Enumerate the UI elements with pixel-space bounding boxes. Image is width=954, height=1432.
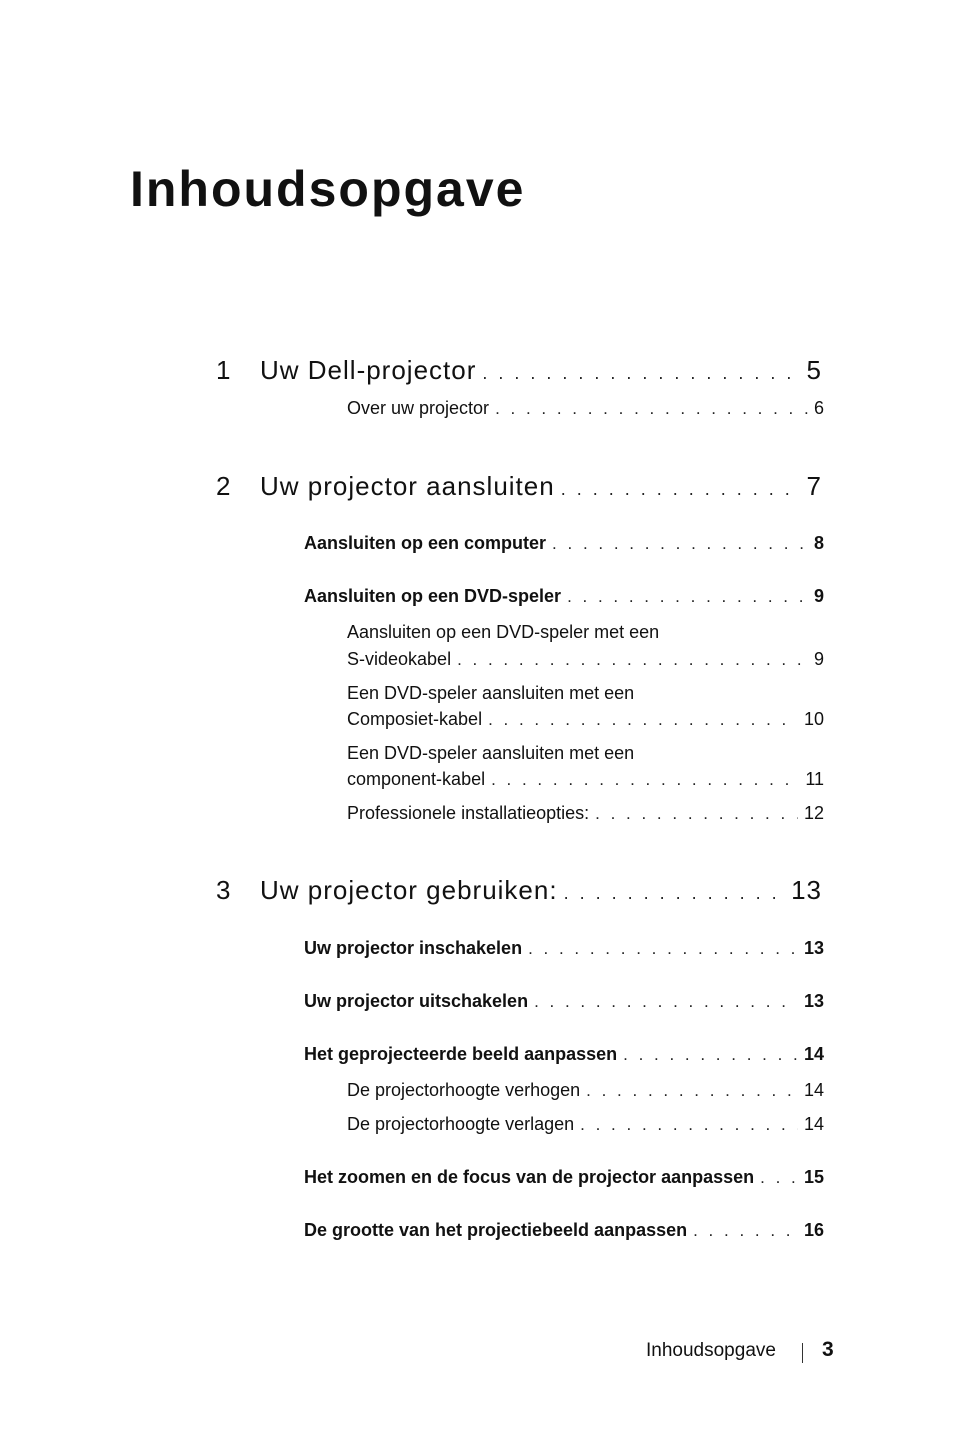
toc-chapter[interactable] — [216, 471, 822, 502]
page-number: 14 — [803, 1044, 824, 1064]
toc-subsection[interactable] — [347, 398, 824, 419]
footer-label: Inhoudsopgave — [646, 1340, 776, 1361]
entry-title: Aansluiten op een computer — [304, 533, 547, 553]
leader-dots — [564, 883, 786, 904]
entry-title: De projectorhoogte verlagen — [347, 1114, 575, 1134]
toc-subsection[interactable] — [347, 769, 824, 790]
leader-dots — [760, 1168, 798, 1188]
page-number: 16 — [803, 1220, 824, 1240]
entry-title: Over uw projector — [347, 398, 490, 418]
page-number: 11 — [805, 769, 824, 789]
toc-section[interactable] — [304, 1044, 824, 1065]
page-number: 7 — [806, 471, 822, 501]
chapter-number: 3 — [216, 875, 232, 905]
leader-dots — [586, 1081, 798, 1101]
footer-divider — [802, 1343, 803, 1363]
leader-dots — [693, 1221, 798, 1241]
leader-dots — [580, 1115, 798, 1135]
toc-section[interactable] — [304, 938, 824, 959]
chapter-title: Uw projector aansluiten — [260, 471, 555, 501]
page-number: 9 — [813, 649, 824, 669]
toc-subsection[interactable] — [347, 1080, 824, 1101]
chapter-number: 2 — [216, 471, 232, 501]
entry-title-line2: component-kabel — [347, 769, 486, 789]
toc-chapter[interactable] — [216, 875, 822, 906]
toc-section[interactable] — [304, 991, 824, 1012]
entry-title: Aansluiten op een DVD-speler — [304, 586, 562, 606]
page-number: 14 — [803, 1080, 824, 1100]
leader-dots — [623, 1045, 798, 1065]
entry-title-line1: Aansluiten op een DVD-speler met een — [347, 622, 660, 642]
leader-dots — [482, 363, 800, 384]
leader-dots — [552, 534, 808, 554]
leader-dots — [491, 770, 799, 790]
entry-title: Uw projector inschakelen — [304, 938, 523, 958]
entry-title: De projectorhoogte verhogen — [347, 1080, 581, 1100]
leader-dots — [528, 939, 798, 959]
page-number: 8 — [813, 533, 824, 553]
footer-page-number: 3 — [822, 1338, 834, 1361]
toc-section[interactable] — [304, 1220, 824, 1241]
chapter-title: Uw projector gebruiken: — [260, 875, 558, 905]
toc-subsection[interactable] — [347, 803, 824, 824]
leader-dots — [561, 479, 801, 500]
leader-dots — [495, 399, 808, 419]
entry-title: Uw projector uitschakelen — [304, 991, 529, 1011]
page-number: 9 — [813, 586, 824, 606]
entry-title-line2: Composiet-kabel — [347, 709, 483, 729]
page-number: 13 — [791, 875, 822, 905]
page-number: 14 — [803, 1114, 824, 1134]
entry-title: De grootte van het projectiebeeld aanpassen — [304, 1220, 688, 1240]
page-number: 13 — [803, 991, 824, 1011]
leader-dots — [488, 710, 798, 730]
entry-title: Professionele installatieopties: — [347, 803, 590, 823]
leader-dots — [534, 992, 798, 1012]
page-title: Inhoudsopgave — [130, 161, 526, 217]
toc-subsection[interactable] — [347, 649, 824, 670]
leader-dots — [457, 650, 808, 670]
toc-subsection[interactable] — [347, 1114, 824, 1135]
page-number: 5 — [806, 355, 822, 385]
page-number: 12 — [803, 803, 824, 823]
toc-section[interactable] — [304, 586, 824, 607]
leader-dots — [595, 804, 798, 824]
toc-section[interactable] — [304, 1167, 824, 1188]
chapter-number: 1 — [216, 355, 232, 385]
entry-title: Het zoomen en de focus van de projector aanpassen — [304, 1167, 755, 1187]
entry-title-line2: S-videokabel — [347, 649, 452, 669]
toc-subsection[interactable] — [347, 709, 824, 730]
page-number: 15 — [803, 1167, 824, 1187]
entry-title-line1: Een DVD-speler aansluiten met een — [347, 743, 635, 763]
chapter-title: Uw Dell-projector — [260, 355, 477, 385]
leader-dots — [567, 587, 808, 607]
page-number: 13 — [803, 938, 824, 958]
toc-chapter[interactable] — [216, 355, 822, 386]
toc-section[interactable] — [304, 533, 824, 554]
page-number: 10 — [803, 709, 824, 729]
entry-title-line1: Een DVD-speler aansluiten met een — [347, 683, 635, 703]
page-number: 6 — [813, 398, 824, 418]
entry-title: Het geprojecteerde beeld aanpassen — [304, 1044, 618, 1064]
